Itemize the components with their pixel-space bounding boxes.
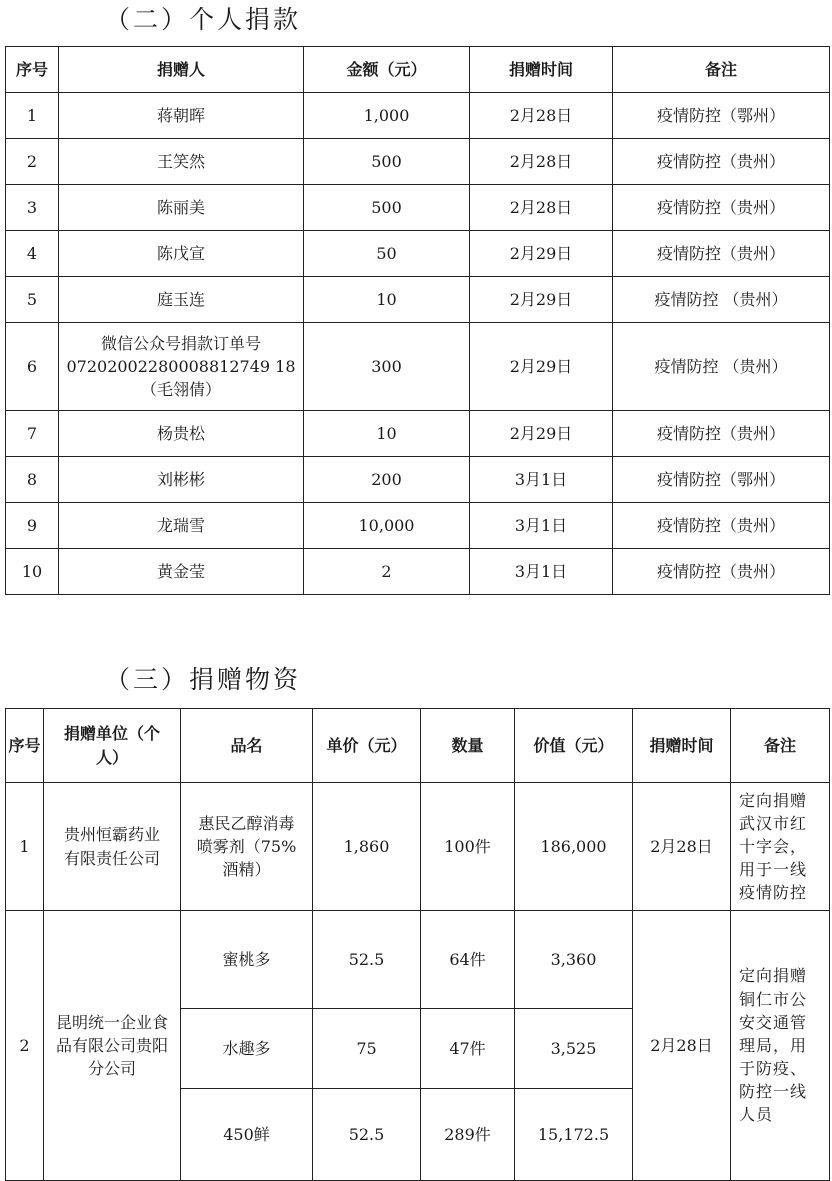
order-number: 07202002280008812749 18 <box>66 356 296 376</box>
cell-note: 疫情防控（鄂州） <box>613 93 830 139</box>
table-row <box>6 457 830 503</box>
cell-item: 蜜桃多 <box>181 911 313 1009</box>
cell-amount: 10,000 <box>304 503 470 549</box>
cell-amount: 200 <box>304 457 470 503</box>
donor-line: 微信公众号捐款订单号 <box>100 333 261 353</box>
cell-qty: 289件 <box>421 1089 515 1181</box>
table-row <box>6 503 830 549</box>
cell-amount: 50 <box>304 231 470 277</box>
header-amount: 金额（元） <box>304 47 470 93</box>
cell-donor: 杨贵松 <box>59 411 304 457</box>
cell-price: 1,860 <box>313 783 421 911</box>
cell-no: 3 <box>6 185 59 231</box>
cell-amount: 300 <box>304 323 470 411</box>
cell-note: 疫情防控（贵州） <box>613 411 830 457</box>
cell-note: 定向捐赠武汉市红十字会，用于一线疫情防控 <box>731 783 830 911</box>
cell-unit: 昆明统一企业食品有限公司贵阳分公司 <box>44 911 181 1181</box>
cell-amount: 1,000 <box>304 93 470 139</box>
table-row <box>6 783 830 911</box>
cell-donor: 王笑然 <box>59 139 304 185</box>
header-no: 序号 <box>6 47 59 93</box>
material-donations-table <box>5 708 830 1181</box>
cell-item: 水趣多 <box>181 1009 313 1089</box>
cell-donor: 龙瑞雪 <box>59 503 304 549</box>
cell-date: 2月28日 <box>633 911 731 1181</box>
cell-value: 186,000 <box>515 783 633 911</box>
cell-no: 6 <box>6 323 59 411</box>
header-date: 捐赠时间 <box>470 47 613 93</box>
cell-donor: 陈戊宣 <box>59 231 304 277</box>
cell-no: 7 <box>6 411 59 457</box>
table-row <box>6 323 830 411</box>
cell-note: 疫情防控（贵州） <box>613 185 830 231</box>
table-row <box>6 93 830 139</box>
personal-donations-table <box>5 46 830 595</box>
header-price: 单价（元） <box>313 709 421 783</box>
cell-date: 3月1日 <box>470 457 613 503</box>
cell-donor: 刘彬彬 <box>59 457 304 503</box>
table-row <box>6 185 830 231</box>
cell-note: 疫情防控（鄂州） <box>613 457 830 503</box>
table-row <box>6 277 830 323</box>
header-no: 序号 <box>6 709 44 783</box>
cell-value: 3,360 <box>515 911 633 1009</box>
cell-value: 3,525 <box>515 1009 633 1089</box>
header-note: 备注 <box>731 709 830 783</box>
section2-title: （二）个人捐款 <box>105 5 302 34</box>
cell-donor: 庭玉连 <box>59 277 304 323</box>
cell-unit: 贵州恒霸药业有限责任公司 <box>44 783 181 911</box>
cell-price: 52.5 <box>313 911 421 1009</box>
cell-date: 2月29日 <box>470 323 613 411</box>
section3-title: （三）捐赠物资 <box>105 665 302 694</box>
cell-note: 疫情防控 （贵州） <box>613 277 830 323</box>
cell-no: 9 <box>6 503 59 549</box>
cell-price: 75 <box>313 1009 421 1089</box>
cell-amount: 10 <box>304 277 470 323</box>
header-donor: 捐赠人 <box>59 47 304 93</box>
cell-amount: 500 <box>304 139 470 185</box>
cell-donor <box>59 323 304 411</box>
cell-qty: 100件 <box>421 783 515 911</box>
table-row <box>6 139 830 185</box>
cell-donor: 黄金莹 <box>59 549 304 595</box>
cell-note: 疫情防控（贵州） <box>613 139 830 185</box>
cell-no: 4 <box>6 231 59 277</box>
cell-date: 2月28日 <box>470 139 613 185</box>
donor-name: （毛翎倩） <box>140 380 221 400</box>
cell-amount: 10 <box>304 411 470 457</box>
cell-qty: 64件 <box>421 911 515 1009</box>
cell-date: 3月1日 <box>470 549 613 595</box>
cell-date: 3月1日 <box>470 503 613 549</box>
cell-no: 2 <box>6 911 44 1181</box>
cell-item: 惠民乙醇消毒喷雾剂（75%酒精） <box>181 783 313 911</box>
cell-date: 2月28日 <box>470 93 613 139</box>
cell-qty: 47件 <box>421 1009 515 1089</box>
cell-date: 2月29日 <box>470 231 613 277</box>
cell-note: 疫情防控（贵州） <box>613 503 830 549</box>
table-header-row <box>6 709 830 783</box>
cell-date: 2月29日 <box>470 411 613 457</box>
table-row <box>6 911 830 1009</box>
header-item: 品名 <box>181 709 313 783</box>
cell-no: 10 <box>6 549 59 595</box>
header-qty: 数量 <box>421 709 515 783</box>
cell-date: 2月28日 <box>470 185 613 231</box>
header-unit: 捐赠单位（个人） <box>44 709 181 783</box>
cell-donor: 蒋朝晖 <box>59 93 304 139</box>
cell-no: 8 <box>6 457 59 503</box>
cell-amount: 500 <box>304 185 470 231</box>
cell-note: 疫情防控（贵州） <box>613 549 830 595</box>
cell-date: 2月29日 <box>470 277 613 323</box>
cell-item: 450鲜 <box>181 1089 313 1181</box>
cell-amount: 2 <box>304 549 470 595</box>
cell-note: 疫情防控 （贵州） <box>613 323 830 411</box>
header-value: 价值（元） <box>515 709 633 783</box>
cell-no: 1 <box>6 783 44 911</box>
table-row <box>6 231 830 277</box>
cell-note: 疫情防控（贵州） <box>613 231 830 277</box>
cell-no: 2 <box>6 139 59 185</box>
table-row <box>6 411 830 457</box>
cell-no: 1 <box>6 93 59 139</box>
cell-no: 5 <box>6 277 59 323</box>
cell-note: 定向捐赠铜仁市公安交通管理局，用于防疫、防控一线人员 <box>731 911 830 1181</box>
table-header-row <box>6 47 830 93</box>
table-row <box>6 549 830 595</box>
cell-value: 15,172.5 <box>515 1089 633 1181</box>
cell-donor: 陈丽美 <box>59 185 304 231</box>
header-note: 备注 <box>613 47 830 93</box>
cell-price: 52.5 <box>313 1089 421 1181</box>
header-date: 捐赠时间 <box>633 709 731 783</box>
cell-date: 2月28日 <box>633 783 731 911</box>
